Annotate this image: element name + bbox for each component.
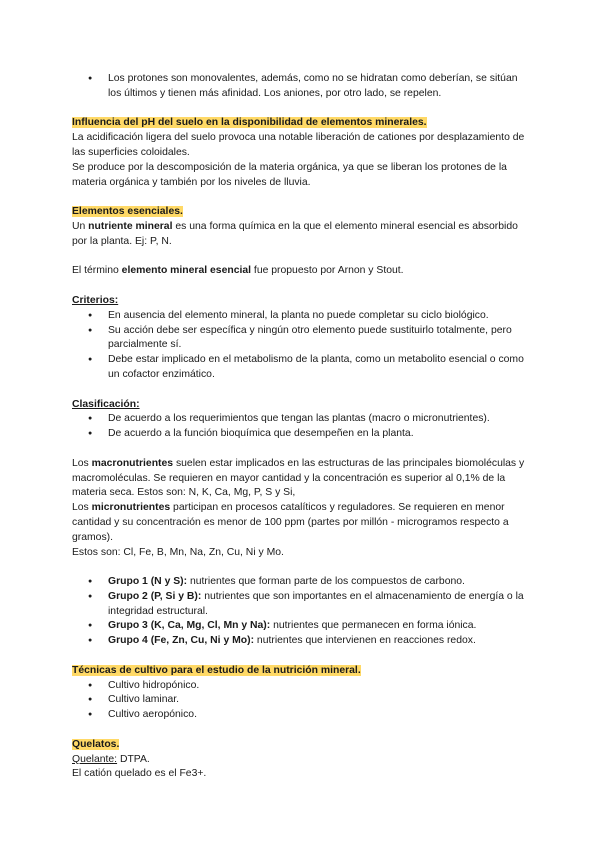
paragraph: Estos son: Cl, Fe, B, Mn, Na, Zn, Cu, Ni y Mo. — [72, 546, 284, 558]
list-item: ● Su acción debe ser específica y ningún otro elemento puede sustituirlo totalmente, pero parcialmente sí. — [72, 324, 532, 354]
paragraph: Quelante: DTPA. — [72, 753, 150, 765]
list-item: ● Cultivo aeropónico. — [72, 708, 532, 723]
subheading-clasificacion: Clasificación: — [72, 398, 140, 410]
paragraph: Los micronutrientes participan en procesos catalíticos y reguladores. Se requieren en menor cantidad y su concentración es menor de 100 ppm (partes por millón - microgramos respecto a gramos). — [72, 502, 509, 543]
list-item: ● Debe estar implicado en el metabolismo de la planta, como un metabolito esencial o como un cofactor enzimático. — [72, 353, 532, 383]
list-item: ● Cultivo laminar. — [72, 693, 532, 708]
list-item: ● Los protones son monovalentes, además, como no se hidratan como deberían, se sitúan los últimos y tienen más afinidad. Los aniones, por otro lado, se repelen. — [72, 72, 532, 102]
clasificacion-list — [72, 412, 532, 442]
document-page — [72, 72, 532, 782]
list-item: ● De acuerdo a la función bioquímica que desempeñen en la planta. — [72, 427, 532, 442]
section-heading-tecnicas: Técnicas de cultivo para el estudio de la nutrición mineral. — [72, 664, 361, 676]
section-heading-ph: Influencia del pH del suelo en la disponibilidad de elementos minerales. — [72, 117, 427, 129]
list-item: ● Grupo 1 (N y S): nutrientes que forman parte de los compuestos de carbono. — [72, 575, 532, 590]
paragraph: El término elemento mineral esencial fue propuesto por Arnon y Stout. — [72, 265, 404, 277]
list-item: ● Grupo 3 (K, Ca, Mg, Cl, Mn y Na): nutrientes que permanecen en forma iónica. — [72, 619, 532, 634]
criterios-list — [72, 309, 532, 383]
section-heading-esenciales: Elementos esenciales. — [72, 206, 183, 218]
paragraph: Se produce por la descomposición de la materia orgánica, ya que se liberan los protones de la materia orgánica y también por los niveles de lluvia. — [72, 161, 507, 188]
paragraph: Un nutriente mineral es una forma química en la que el elemento mineral esencial es absorbido por la planta. Ej: P, N. — [72, 220, 518, 247]
list-item: ● Grupo 4 (Fe, Zn, Cu, Ni y Mo): nutrientes que intervienen en reacciones redox. — [72, 634, 532, 649]
intro-list — [72, 72, 532, 102]
list-item: ● Grupo 2 (P, Si y B): nutrientes que son importantes en el almacenamiento de energía o la integridad estructural. — [72, 590, 532, 620]
paragraph: La acidificación ligera del suelo provoca una notable liberación de cationes por desplazamiento de las superficies coloidales. — [72, 132, 525, 158]
list-item: ● En ausencia del elemento mineral, la planta no puede completar su ciclo biológico. — [72, 309, 532, 324]
section-heading-quelatos: Quelatos. — [72, 738, 120, 750]
grupos-list — [72, 575, 532, 649]
tecnicas-list — [72, 679, 532, 723]
list-item: ● Cultivo hidropónico. — [72, 679, 532, 694]
paragraph: El catión quelado es el Fe3+. — [72, 768, 207, 780]
paragraph: Los macronutrientes suelen estar implicados en las estructuras de las principales biomoléculas y macromoléculas. Se requieren en mayor cantidad y la concentración es superior al 0,1% de la materia seca. Estos son: N, K, Ca, Mg, P, S y Si, — [72, 457, 525, 499]
subheading-criterios: Criterios: — [72, 294, 119, 306]
list-item: ● De acuerdo a los requerimientos que tengan las plantas (macro o micronutrientes). — [72, 412, 532, 427]
